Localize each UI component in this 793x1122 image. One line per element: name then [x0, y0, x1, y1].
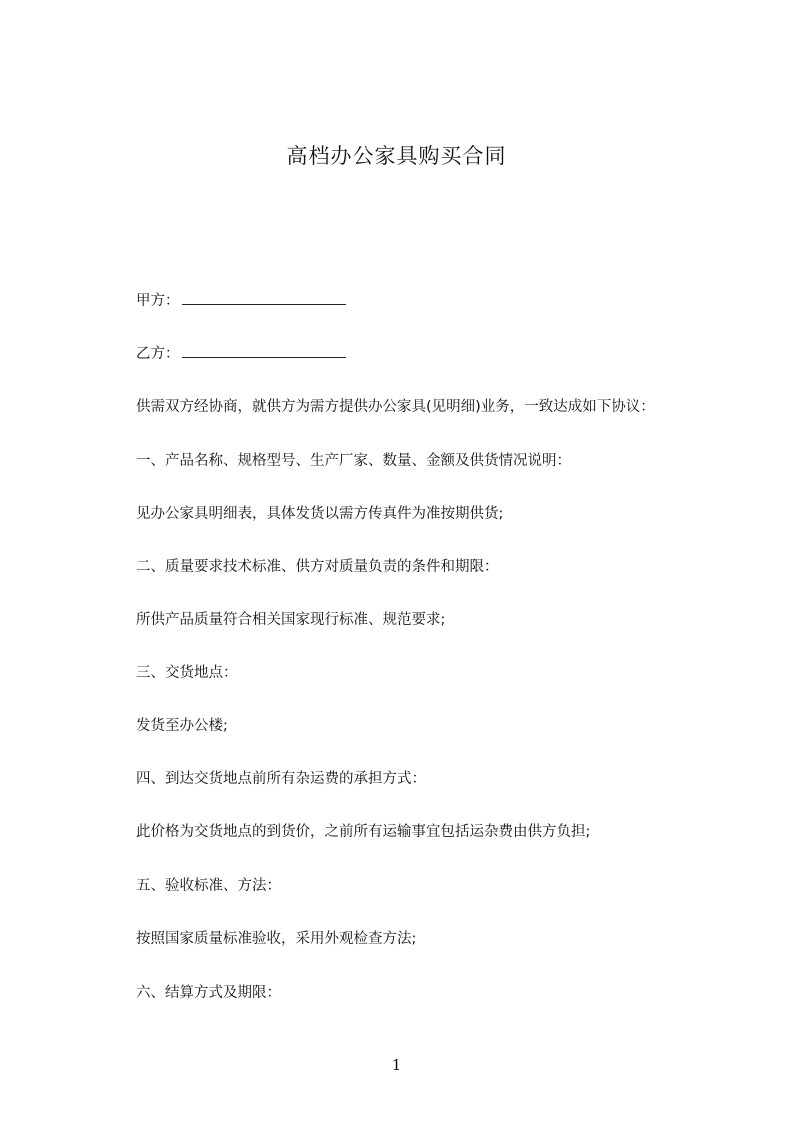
paragraph-intro: 供需双方经协商，就供方为需方提供办公家具(见明细)业务，一致达成如下协议：	[136, 399, 655, 415]
party-a-blank	[182, 290, 346, 305]
section-body-5: 按照国家质量标准验收，采用外观检查方法;	[136, 931, 417, 947]
section-heading-1: 一、产品名称、规格型号、生产厂家、数量、金额及供货情况说明：	[136, 453, 571, 469]
section-heading-3: 三、交货地点：	[136, 665, 238, 681]
party-a-line	[136, 290, 346, 311]
party-a-label: 甲方：	[136, 293, 180, 309]
section-body-3: 发货至办公楼;	[136, 718, 228, 734]
section-body-4: 此价格为交货地点的到货价，之前所有运输事宜包括运杂费由供方负担;	[136, 824, 591, 840]
section-body-1: 见办公家具明细表，具体发货以需方传真件为准按期供货;	[136, 506, 504, 522]
section-heading-4: 四、到达交货地点前所有杂运费的承担方式：	[136, 771, 426, 787]
page-number: 1	[391, 1056, 402, 1074]
party-b-label: 乙方：	[136, 346, 180, 362]
section-heading-5: 五、验收标准、方法：	[136, 878, 281, 894]
party-b-line	[136, 343, 346, 364]
document-title: 高档办公家具购买合同	[286, 144, 507, 168]
section-heading-6: 六、结算方式及期限：	[136, 985, 281, 1001]
section-body-2: 所供产品质量符合相关国家现行标准、规范要求;	[136, 612, 446, 628]
section-heading-2: 二、质量要求技术标准、供方对质量负责的条件和期限：	[136, 559, 499, 575]
party-b-blank	[182, 343, 346, 358]
